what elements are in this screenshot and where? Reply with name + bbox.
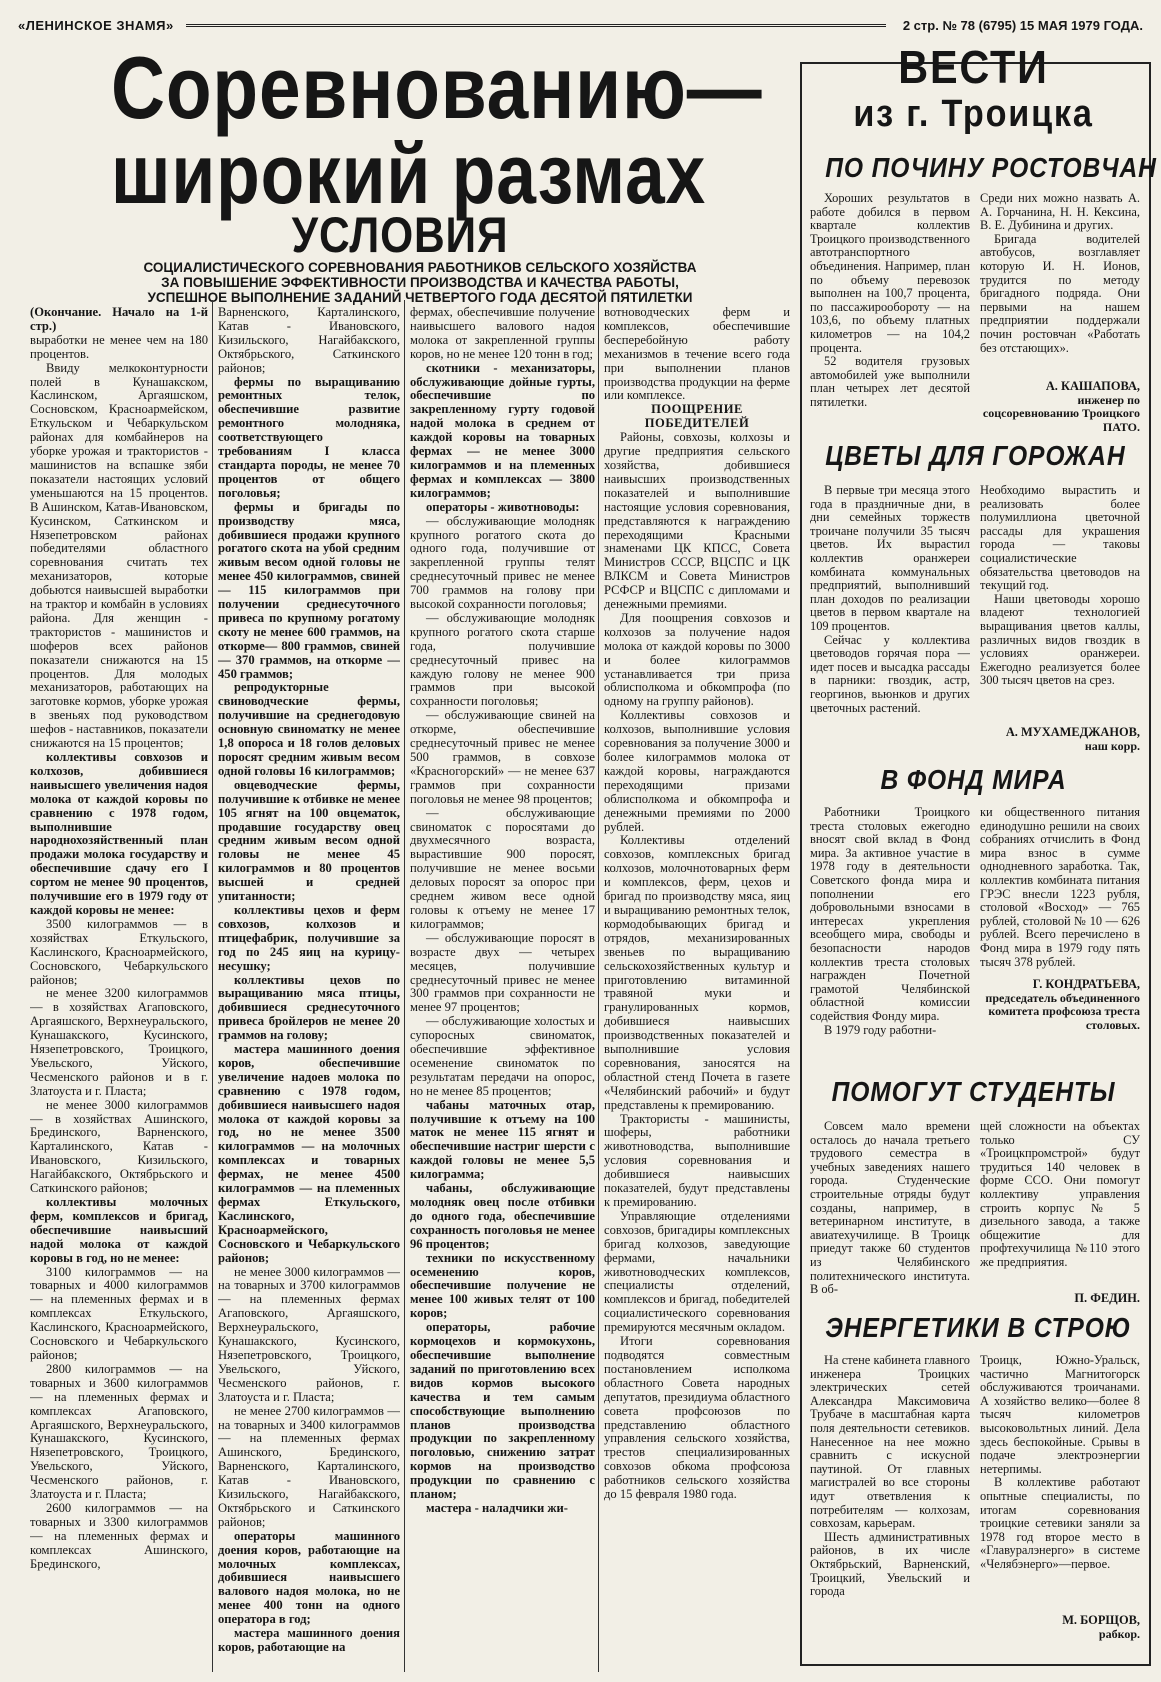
story-text xyxy=(810,1354,970,1654)
story-text xyxy=(810,806,970,1076)
story-heading-flowers: ЦВЕТЫ ДЛЯ ГОРОЖАН xyxy=(825,440,1126,471)
masthead xyxy=(18,18,1143,36)
paragraph: — обслуживающие свиноматок с поросятами до двухмесячного возраста, вырастившие 900 поросят, получившие не менее восьми деловых поросят за опорос при среднем живом весе одной головы к отъему не менее 17 килограммов; xyxy=(410,805,595,931)
column-rule xyxy=(598,300,599,1672)
masthead-rule xyxy=(186,24,886,27)
story-text xyxy=(980,806,1140,974)
paragraph: коллективы цехов по выращиванию мяса птицы, добившиеся среднесуточного привеса бройлеров не менее 20 граммов на голову; xyxy=(218,972,400,1043)
paragraph: мастера машинного доения коров, обеспечившие увеличение надоев молока по сравнению с 1978 годом, добившиеся наивысшего надоя молока от каждой коровы за год, но не менее 3500 килограммов — на молочных комплексах и товарных фермах, не менее 4500 килограммов — на племенных фермах Еткульского, Каслинского, Красноармейского, Сосновского и Чебаркульского районов; xyxy=(218,1042,400,1265)
paragraph: Необходимо вырастить и реализовать более полумиллиона цветочной рассады для украшения города — таковы социалистические обязательства цветоводов на текущий год. xyxy=(980,484,1140,593)
paragraph: Итоги соревнования подводятся совместным постановлением исполкома областного Совета народных депутатов, президиума областного совета профсоюзов по представлению областного управления сельского хозяйства, трестов специализированных совхозов обкома профсоюза работников сельского хозяйства до 15 февраля 1980 года. xyxy=(604,1334,790,1502)
paragraph: 2600 килограммов — на товарных и 3300 килограммов — на племенных фермах и комплексах Ашинского, Брединского, xyxy=(30,1500,208,1571)
story-text xyxy=(980,1354,1140,1612)
paragraph: — обслуживающие молодняк крупного рогатого скота до одного года, получившие от закрепленной группы телят среднесуточный привес не менее 700 граммов на голову при высокой сохранности поголовья; xyxy=(410,513,595,612)
paragraph: щей сложности на объектах только СУ «Троицкпромстрой» будут трудиться 140 человек в форме ССО. Они помогут коллективу управления строить корпус № 5 дизельного завода, а также общежитие для профтехучилища №110 этого же предприятия. xyxy=(980,1120,1140,1269)
newspaper-name: «ЛЕНИНСКОЕ ЗНАМЯ» xyxy=(18,18,174,33)
paragraph: овцеводческие фермы, получившие к отбивке не менее 105 ягнят на 100 овцематок, продавшие государству овец средним живым весом одной головы не менее 45 килограммов и 80 процентов высшей и средней упитанности; xyxy=(218,777,400,904)
paragraph: не менее 3200 килограммов — в хозяйствах Агаповского, Аргаяшского, Верхнеуральского, Кунашакского, Кусинского, Нязепетровского, Троицкого, Увельского, Уйского, Чесменского районов и в г. Златоуста и г. Пласта; xyxy=(30,986,208,1098)
paragraph: Наши цветоводы хорошо владеют технологией выращивания цветов каллы, различных видов гвоздик в условиях оранжереи. Ежегодно реализуется более 300 тысяч цветов на срез. xyxy=(980,591,1140,688)
paragraph: Бригада водителей автобусов, возглавляет которую И. Н. Ионов, трудится по методу бригадного подряда. Они первыми на нашем предприятии поддержали почин ростовчан «Работать без отстающих». xyxy=(980,231,1140,355)
paragraph: В первые три месяца этого года в праздничные дни, в дни семейных торжеств троичане получили 35 тысяч цветов. Их вырастил коллектив оранжереи комбината коммунальных предприятий, выполнивший план доходов по реализации цветов в первом квартале на 109 процентов. xyxy=(810,484,970,633)
paragraph: выработки не менее чем на 180 процентов. xyxy=(30,332,208,361)
paragraph: Варненского, Карталинского, Катав - Ивановского, Кизильского, Нагайбакского, Октябрьского, Саткинского районов; xyxy=(218,306,400,375)
author-role: рабкор. xyxy=(1098,1626,1140,1641)
author-name: М. БОРЩОВ, xyxy=(1062,1613,1140,1627)
subtitle-line-3: УСПЕШНОЕ ВЫПОЛНЕНИЕ ЗАДАНИЙ ЧЕТВЕРТОГО ГОДА ДЕСЯТОЙ ПЯТИЛЕТКИ xyxy=(147,290,693,305)
continuation-note: (Окончание. Начало на 1-й стр.) xyxy=(30,306,208,333)
paragraph: не менее 2700 килограммов — на товарных и 3400 килограммов — на племенных фермах Ашинского, Брединского, Варненского, Карталинского, Катав - Ивановского, Кизильского, Нагайбакского, Октябрьского и Саткинского районов; xyxy=(218,1403,400,1529)
news-box-title: ВЕСТИ xyxy=(898,41,1049,93)
story-signature xyxy=(980,1292,1140,1306)
story-text xyxy=(980,192,1140,380)
article-column-4 xyxy=(604,306,790,1672)
paragraph: Сейчас у коллектива цветоводов горячая пора — идет посев и высадка рассады в парники: гвоздик, астр, георгинов, вьюнков и других цветочных растений. xyxy=(810,632,970,715)
paragraph: мастера машинного доения коров, работающие на xyxy=(218,1626,400,1654)
story-heading-peace-fund: В ФОНД МИРА xyxy=(880,764,1067,795)
paragraph: Совсем мало времени осталось до начала третьего трудового семестра в учебных заведениях нашего города. Студенческие строительные отряды будут созданы, например, в ветеринарном институте, в авиатехучилище. В Троицк приедут также 60 студентов из Челябинского политехнического института. В об- xyxy=(810,1120,970,1297)
paragraph: Ввиду мелкоконтурности полей в Кунашакском, Каслинском, Аргаяшском, Сосновском, Красноармейском, Еткульском и Чебаркульском районах для комбайнеров на уборке урожая и трактористов - машинистов на вспашке зяби показатели настоящих условий уменьшаются на 15 процентов. В Ашинском, Катав-Ивановском, Кусинском, Саткинском и Нязепетровском районах победителями областного соревнования считать тех механизаторов, которые добьются наивысшей выработки на трактор и комбайн в условиях района. Для женщин - трактористов - машинистов и шоферов всех районов показатели снижаются на 15 процентов. Для молодых механизаторов, работающих на заготовке кормов, уборке урожая в звеньях под руководством шефов - наставников, показатели снижаются на 15 процентов; xyxy=(30,360,208,751)
paragraph: Хороших результатов в работе добился в первом квартале коллектив Троицкого производственного автотранспортного объединения. Например, план по объему перевозок выполнен на 100,7 процента, по пассажирообороту — на 103,6, по объему платных километров — на 104,2 процента. xyxy=(810,192,970,355)
story-signature xyxy=(980,978,1140,1032)
paragraph: Шесть административных районов, в их числе Октябрьский, Варненский, Троицкий, Увельский и города xyxy=(810,1529,970,1599)
paragraph: — обслуживающие холостых и супоросных свиноматок, обеспечившие эффективное осеменение свиноматок по результатам передачи на опорос, но не менее 85 процентов; xyxy=(410,1014,595,1098)
paragraph: вотноводческих ферм и комплексов, обеспечившие бесперебойную работу механизмов в течение всего года при выполнении планов производства продукции на ферме или комплексе. xyxy=(604,306,790,403)
story-text xyxy=(810,484,970,756)
paragraph: 3100 килограммов — на товарных и 4000 килограммов — на племенных фермах и в комплексах Еткульского, Каслинского, Красноармейского, Сосновского и Чебаркульского районов; xyxy=(30,1264,208,1362)
author-name: А. МУХАМЕДЖАНОВ, xyxy=(1005,725,1140,739)
story-heading-rostovchan: ПО ПОЧИНУ РОСТОВЧАН xyxy=(825,152,1157,183)
author-role: председатель объединенного комитета профсоюза треста столовых. xyxy=(985,990,1140,1032)
headline-line-2: широкий размах xyxy=(111,127,707,221)
paragraph: коллективы совхозов и колхозов, добившиеся наивысшего увеличения надоя молока от каждой коровы по сравнению с 1978 годом, выполнившие народнохозяйственный план продажи молока государству и обеспечившие сдачу его I сортом не менее 90 процентов, получившие его в 1979 году от каждой коровы не менее: xyxy=(30,750,208,917)
paragraph: Для поощрения совхозов и колхозов за получение надоя молока от каждой коровы по 3000 и более килограммов устанавливается три приза облисполкома и обкомпрофа (по одному на группу районов). xyxy=(604,610,790,709)
paragraph: операторы - животноводы: xyxy=(426,499,580,514)
story-signature xyxy=(980,726,1140,753)
article-column-1 xyxy=(30,306,208,1672)
news-box-subtitle: из г. Троицка xyxy=(853,93,1094,135)
story-text xyxy=(810,1120,970,1306)
paragraph: Коллективы совхозов и колхозов, выполнившие условия соревнования за получение 3000 и более килограммов молока от каждой коровы, награждаются переходящими призами облисполкома и обкомпрофа и денежными премиями по 2000 рублей. xyxy=(604,708,790,834)
section-heading: ПООЩРЕНИЕ ПОБЕДИТЕЛЕЙ xyxy=(644,402,750,431)
paragraph: техники по искусственному осеменению коров, обеспечившие получение не менее 100 живых телят от 100 коров; xyxy=(410,1250,595,1321)
paragraph: чабаны, обслуживающие молодняк овец после отбивки до одного года, обеспечившие сохранность поголовья не менее 96 процентов; xyxy=(410,1181,595,1251)
paragraph: 52 водителя грузовых автомобилей уже выполнили план четырех лет десятой пятилетки. xyxy=(810,354,970,409)
paragraph: — обслуживающие свиней на откорме, обеспечившие среднесуточный привес не менее 500 граммов, в совхозе «Красногорский» — не менее 637 граммов при сохранности поголовья не менее 98 процентов; xyxy=(410,708,595,806)
paragraph: коллективы молочных ферм, комплексов и бригад, обеспечившие наивысший надой молока от каждой коровы в год, но не менее: xyxy=(30,1195,208,1265)
paragraph: 2800 килограммов — на товарных и 3600 килограммов — на племенных фермах и комплексах Агаповского, Аргаяшского, Верхнеуральского, Кунашакского, Кусинского, Нязепетровского, Троицкого, Увельского, Уйского, Чесменского районов, г. Златоуста и г. Пласта; xyxy=(30,1361,208,1502)
headline-subtitle xyxy=(60,260,780,305)
headline-line-1: Соревнованию— xyxy=(111,38,763,137)
story-signature xyxy=(980,1614,1140,1641)
paragraph: ки общественного питания единодушно решили на своих собраниях отчислить в Фонд мира взнос в сумме однодневного заработка. Так, коллектив комбината питания ГРЭС внесли 1223 рубля, столовой «Восход» — 765 рублей, столовой № 10 — 626 рублей. Всего перечислено в Фонд мира в 1979 году пять тысяч 378 рублей. xyxy=(980,806,1140,969)
story-text xyxy=(980,484,1140,724)
paragraph: операторы, рабочие кормоцехов и кормокухонь, обеспечившие выполнение заданий по приготовлению всех видов кормов высокого качества и тем самым способствующие выполнению планов производства продукции по закрепленному поголовью, снижению затрат кормов на производство продукции по сравнению с планом; xyxy=(410,1320,595,1502)
paragraph: В коллективе работают опытные специалисты, по итогам соревнования троицкие сетевики заняли за 1978 год второе место в «Главуралэнерго» в системе «Челябэнерго»—первое. xyxy=(980,1475,1140,1571)
headline-line-3: УСЛОВИЯ xyxy=(291,207,509,263)
paragraph: Работники Троицкого треста столовых ежегодно вносят свой вклад в Фонд мира. За активное участие в 1978 году в деятельности Советского фонда мира и пополнении его добровольными взносами в интересах укрепления всеобщего мира, свободы и безопасности народов коллектив треста столовых награжден Почетной грамотой Челябинской областной комиссии содействия Фонду мира. xyxy=(810,806,970,1023)
paragraph: чабаны маточных отар, получившие к отъему на 100 маток не менее 115 ягнят и обеспечившие настриг шерсти с каждой головы не менее 5,5 килограмма; xyxy=(410,1097,595,1182)
story-signature xyxy=(980,380,1140,434)
author-name: П. ФЕДИН. xyxy=(1074,1291,1140,1305)
column-rule xyxy=(212,300,213,1672)
column-rule xyxy=(404,300,405,1672)
author-role: инженер по соцсоревнованию Троицкого ПАТО. xyxy=(982,392,1140,434)
paragraph: Районы, совхозы, колхозы и другие предприятия сельского хозяйства, добившиеся наивысших производственных показателей и выполнившие настоящие условия соревнования, представляются к награждению переходящими Красными знаменами ЦК КПСС, Совета Министров СССР, ВЦСПС и ЦК ВЛКСМ и Совета Министров РСФСР и ВЦСПС с дипломами и денежными премиями. xyxy=(604,430,790,612)
story-heading-energy: ЭНЕРГЕТИКИ В СТРОЮ xyxy=(825,1312,1132,1343)
story-heading-students: ПОМОГУТ СТУДЕНТЫ xyxy=(831,1076,1116,1107)
paragraph: мастера - наладчики жи- xyxy=(426,1500,568,1515)
article-column-2 xyxy=(218,306,400,1672)
subtitle-line-2: ЗА ПОВЫШЕНИЕ ЭФФЕКТИВНОСТИ ПРОИЗВОДСТВА И КАЧЕСТВА РАБОТЫ, xyxy=(161,275,679,290)
paragraph: не менее 3000 килограммов — в хозяйствах Ашинского, Брединского, Варненского, Карталинского, Катав - Ивановского, Кизильского, Нагайбакского, Октябрьского и Саткинского районов; xyxy=(30,1097,208,1196)
story-text xyxy=(810,192,970,416)
paragraph: — обслуживающие поросят в возрасте двух — четырех месяцев, получившие среднесуточный привес не менее 300 граммов при сохранности не менее 97 процентов; xyxy=(410,930,595,1015)
paragraph: скотники - механизаторы, обслуживающие дойные гурты, обеспечившие по закрепленному гурту годовой надой молока в среднем от каждой коровы на товарных фермах — не менее 3000 килограммов и на племенных фермах и комплексах — 3800 килограммов; xyxy=(410,360,595,500)
paragraph: репродукторные свиноводческие фермы, получившие на среднегодовую основную свиноматку не менее 1,8 опороса и 18 голов деловых поросят средним живым весом одной головы 16 килограммов; xyxy=(218,680,400,778)
paragraph: Трактористы - машинисты, шоферы, работники животноводства, выполнившие условия соревнования и добившиеся наивысших показателей, будут представлены к премированию. xyxy=(604,1111,790,1209)
author-name: А. КАШАПОВА, xyxy=(1045,379,1140,393)
article-column-3 xyxy=(410,306,595,1672)
paragraph: В 1979 году работни- xyxy=(824,1022,937,1037)
paragraph: Троицк, Южно-Уральск, частично Магнитогорск обслуживаются троичанами. А хозяйство велико—более 8 тысяч километров высоковольтных линий. Дела здесь беспокойные. Срывы в подаче электроэнергии нетерпимы. xyxy=(980,1354,1140,1476)
paragraph: Коллективы отделений совхозов, комплексных бригад колхозов, молочнотоварных ферм и комплексов, ферм, цехов и бригад по производству мяса, яиц и выращиванию ремонтных телок, кормодобывающих бригад и отрядов, механизированных звеньев по выращиванию сельскохозяйственных культур и приготовлению витаминной травяной муки и гранулированных кормов, добившиеся наивысших производственных показателей и выполнившие условия соревнования, заносятся на областной стенд Почета в газете «Челябинский рабочий» и будут представлены к премированию. xyxy=(604,833,790,1112)
paragraph: Среди них можно назвать А. А. Горчанина, Н. Н. Кексина, В. Е. Дубинина и других. xyxy=(980,192,1140,233)
story-text xyxy=(980,1120,1140,1290)
paragraph: фермах, обеспечившие получение наивысшего валового надоя молока от закрепленной группы коров, но не менее 120 тонн в год; xyxy=(410,306,595,361)
author-name: Г. КОНДРАТЬЕВА, xyxy=(1032,977,1140,991)
paragraph: — обслуживающие молодняк крупного рогатого скота старше года, получившие среднесуточный привес на каждую голову не менее 900 граммов при высокой сохранности поголовья; xyxy=(410,610,595,709)
subtitle-line-1: СОЦИАЛИСТИЧЕСКОГО СОРЕВНОВАНИЯ РАБОТНИКОВ СЕЛЬСКОГО ХОЗЯЙСТВА xyxy=(143,260,697,275)
paragraph: фермы и бригады по производству мяса, добившиеся продажи крупного рогатого скота на убой средним живым весом одной головы не менее 450 килограммов, свиней — 115 килограммов при получении среднесуточного привеса по крупному рогатому скоту не менее 600 граммов, на откорме— 800 граммов, свиней — 370 граммов, на откорме — 450 граммов; xyxy=(218,499,400,681)
paragraph: не менее 3000 килограммов — на товарных и 3700 килограммов — на племенных фермах Агаповского, Аргаяшского, Верхнеуральского, Кунашакского, Кусинского, Нязепетровского, Троицкого, Увельского, Уйского, Чесменского районов, г. Златоуста и г. Пласта; xyxy=(218,1264,400,1404)
paragraph: коллективы цехов и ферм совхозов, колхозов и птицефабрик, получившие за год по 245 яиц на курицу-несушку; xyxy=(218,902,400,973)
paragraph: 3500 килограммов — в хозяйствах Еткульского, Каслинского, Красноармейского, Сосновского, Чебаркульского районов; xyxy=(30,916,208,987)
paragraph: операторы машинного доения коров, работающие на молочных комплексах, добившиеся наивысшего валового надоя молока, но не менее 400 тонн на одного оператора в год; xyxy=(218,1528,400,1627)
paragraph: фермы по выращиванию ремонтных телок, обеспечившие развитие ремонтного молодняка, соответствующего требованиям I класса стандарта породы, не менее 70 процентов от общего поголовья; xyxy=(218,374,400,500)
author-role: наш корр. xyxy=(1084,738,1140,753)
paragraph: На стене кабинета главного инженера Троицких электрических сетей Александра Максимовича Трубаче в масштабная карта поля деятельности сетевиков. Нанесенное на нее можно сравнить с искусной паутиной. От главных магистралей во все стороны идут ответвления к потребителям — колхозам, совхозам, карьерам. xyxy=(810,1354,970,1531)
paragraph: Управляющие отделениями совхозов, бригадиры комплексных бригад колхозов, заведующие фермами, начальники животноводческих комплексов, специалисты отделений, комплексов и бригад, победителей социалистического соревнования премируются месячным окладом. xyxy=(604,1208,790,1335)
issue-line: 2 стр. № 78 (6795) 15 МАЯ 1979 ГОДА. xyxy=(902,18,1143,33)
